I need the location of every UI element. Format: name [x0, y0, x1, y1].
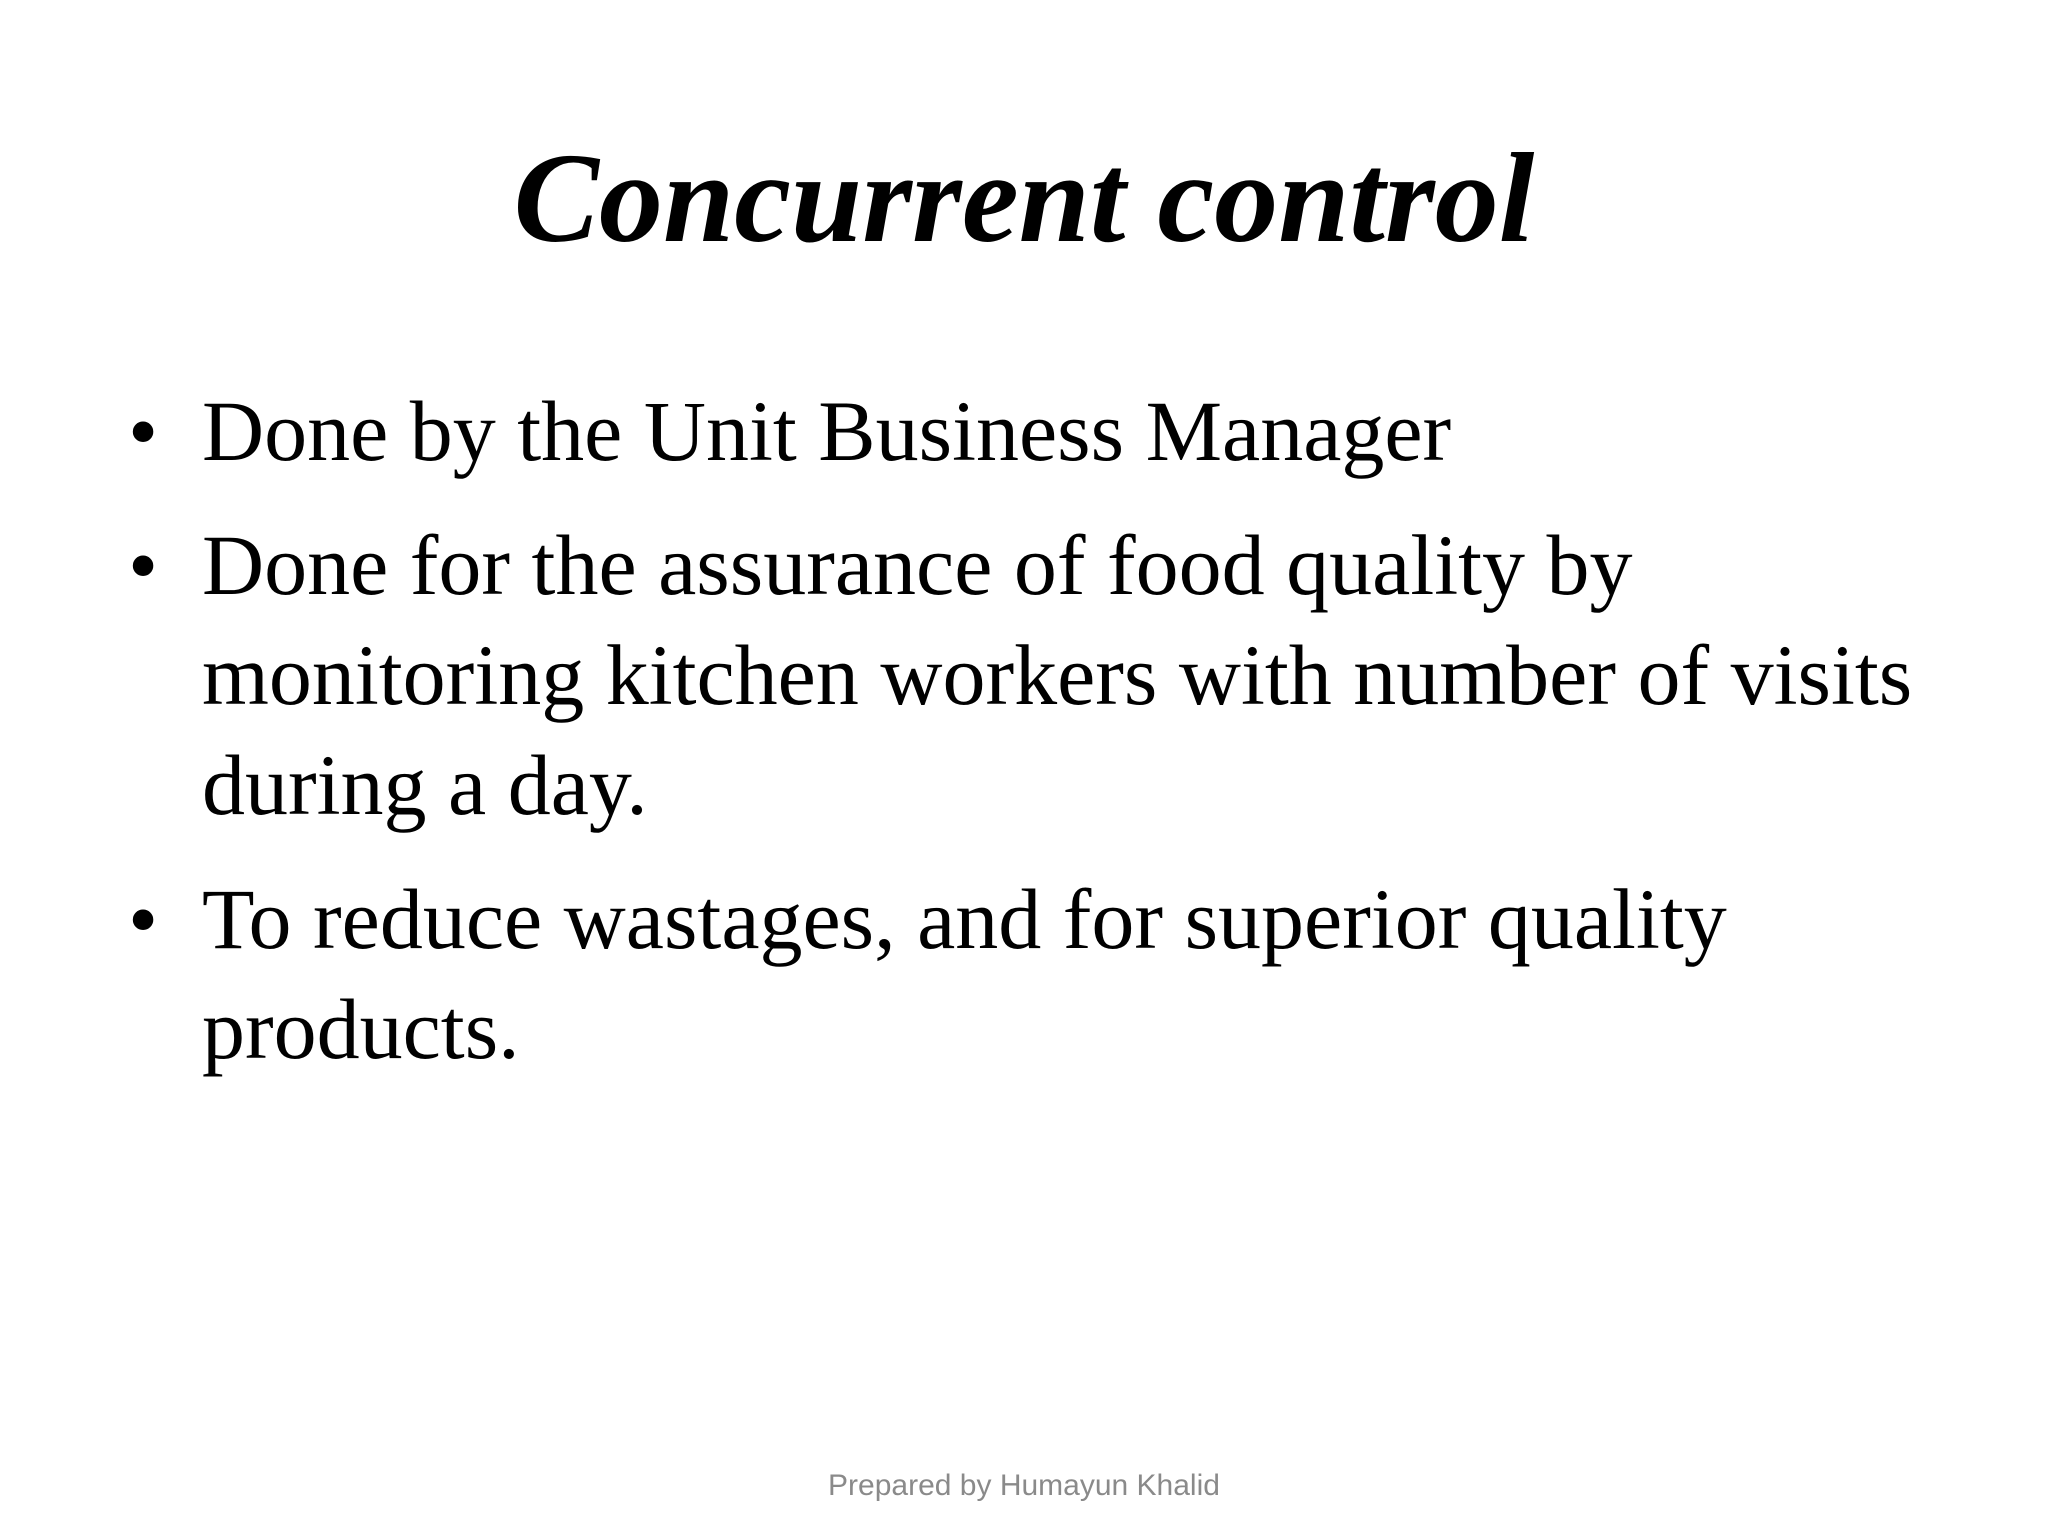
bullet-list [120, 376, 1920, 1108]
bullet-icon: • [128, 383, 159, 479]
bullet-icon: • [128, 517, 159, 613]
bullet-text: To reduce wastages, and for superior quality products. [202, 871, 1727, 1077]
slide-title: Concurrent control [513, 127, 1535, 269]
bullet-item [120, 376, 1920, 486]
bullet-text: Done by the Unit Business Manager [202, 383, 1452, 479]
bullet-item [120, 510, 1920, 840]
bullet-item [120, 864, 1920, 1084]
bullet-icon: • [128, 871, 159, 967]
slide-footer: Prepared by Humayun Khalid [828, 1469, 1220, 1502]
bullet-text: Done for the assurance of food quality by monitoring kitchen workers with number of visits during a day. [202, 517, 1913, 833]
